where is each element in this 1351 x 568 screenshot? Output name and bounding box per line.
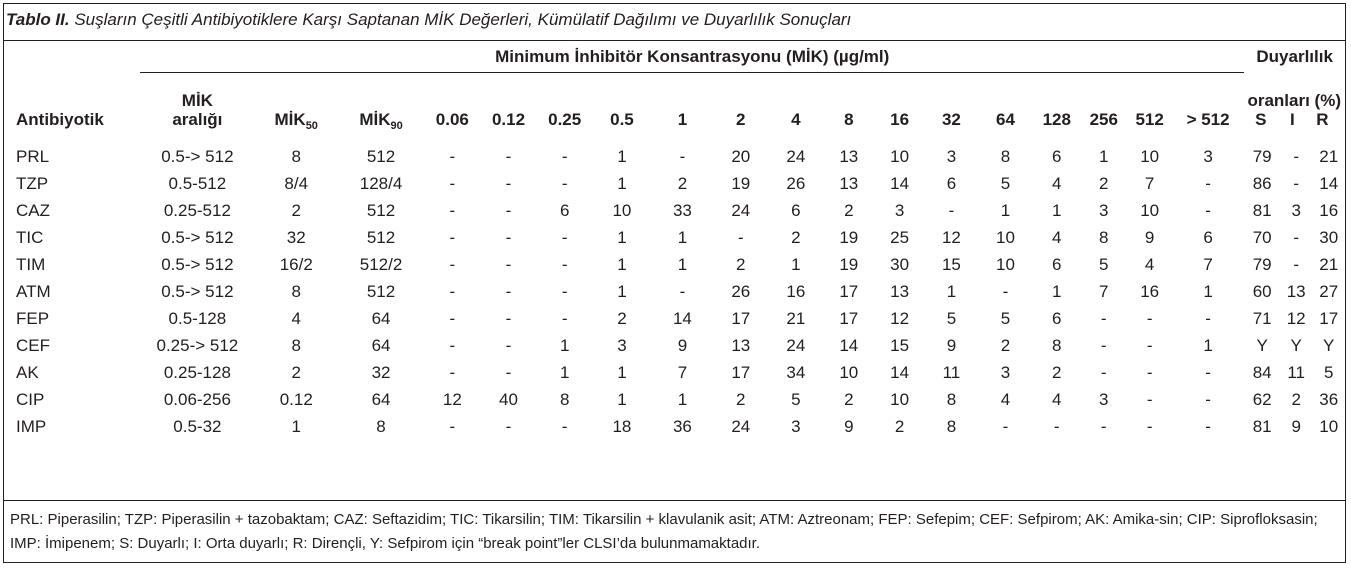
- cell-count: 33: [672, 200, 692, 220]
- col-r: R: [1316, 110, 1329, 129]
- col-mic50: [255, 73, 338, 140]
- cell-count: 4: [1052, 227, 1062, 247]
- cell-s: 79: [1252, 146, 1272, 166]
- cell-count: -: [561, 254, 568, 274]
- cell-mic-range: 0.25-> 512: [156, 335, 239, 355]
- cell-count: 1: [1052, 281, 1062, 301]
- cell-count: 14: [890, 362, 910, 382]
- cell-count: 1: [677, 227, 688, 247]
- cell-i: 11: [1287, 362, 1306, 382]
- cell-count: -: [679, 281, 686, 301]
- table-row: [4, 359, 1345, 386]
- cell-antibiotic: TIC: [16, 227, 44, 247]
- cell-mic50: 8: [291, 281, 301, 301]
- cell-count: -: [449, 362, 456, 382]
- cell-mic90: 512: [366, 146, 396, 166]
- cell-count: 4: [1144, 254, 1155, 274]
- cell-mic50: 2: [291, 200, 301, 220]
- cell-count: 10: [890, 146, 910, 166]
- cell-count: -: [737, 227, 744, 247]
- cell-count: -: [561, 281, 568, 301]
- cell-count: 1: [677, 254, 688, 274]
- cell-count: 19: [731, 173, 751, 193]
- cell-count: -: [1205, 173, 1211, 193]
- cell-count: 1: [617, 173, 627, 193]
- col-susceptibility-group: [1244, 73, 1345, 140]
- cell-count: 13: [839, 173, 859, 193]
- cell-count: 14: [672, 308, 692, 328]
- cell-count: 5: [1000, 173, 1011, 193]
- cell-count: 9: [946, 335, 957, 355]
- cell-i: -: [1293, 146, 1300, 166]
- table-footnote: PRL: Piperasilin; TZP: Piperasilin + tazobaktam; CAZ: Seftazidim; TIC: Tikarsilin; TIM: Tikarsilin + klavulanik asit; ATM: Aztreonam; FEP: Sefepim; CEF: Sefpirom; AK: Amika-sin; CIP: Siprofloksasin; IMP: İmipenem; S: Duyarlı; I: Orta duyarlı; R: Dirençli, Y: Sefpirom için “break point”ler CLSI’da bulunmamaktadır.: [10, 511, 1318, 552]
- cell-count: -: [1205, 200, 1211, 220]
- cell-count: -: [948, 200, 955, 220]
- cell-count: 34: [786, 362, 806, 382]
- col-concentration: 0.12: [491, 110, 526, 129]
- cell-count: -: [679, 146, 686, 166]
- cell-count: 2: [677, 173, 688, 193]
- cell-count: -: [1146, 335, 1153, 355]
- cell-count: 6: [559, 200, 570, 220]
- susceptibility-subtitle: oranları (%): [1247, 91, 1341, 110]
- cell-r: 36: [1319, 389, 1339, 409]
- cell-count: 9: [677, 335, 688, 355]
- cell-count: -: [1205, 416, 1211, 436]
- cell-count: -: [505, 416, 512, 436]
- cell-count: 2: [1099, 173, 1109, 193]
- table-row: [4, 197, 1345, 224]
- cell-antibiotic: TIM: [16, 254, 46, 274]
- cell-antibiotic: CIP: [16, 389, 45, 409]
- table-row: [4, 332, 1345, 359]
- col-concentration: 512: [1135, 110, 1164, 129]
- cell-count: 8: [946, 389, 957, 409]
- cell-count: 8: [1099, 227, 1109, 247]
- cell-count: 6: [1203, 227, 1213, 247]
- cell-count: 17: [731, 362, 751, 382]
- cell-count: -: [1100, 362, 1107, 382]
- cell-count: 6: [791, 200, 801, 220]
- cell-count: 10: [1140, 200, 1160, 220]
- col-concentration: 16: [890, 110, 910, 129]
- cell-antibiotic: ATM: [16, 281, 51, 301]
- cell-mic50: 4: [291, 308, 301, 328]
- cell-count: -: [505, 227, 512, 247]
- cell-count: 1: [1052, 200, 1062, 220]
- cell-count: 1: [791, 254, 801, 274]
- cell-count: 3: [894, 200, 905, 220]
- cell-count: -: [449, 254, 456, 274]
- cell-count: 1: [617, 281, 627, 301]
- cell-r: 16: [1319, 200, 1339, 220]
- cell-antibiotic: FEP: [16, 308, 50, 328]
- cell-count: 1: [559, 335, 570, 355]
- col-mic50-base: MİK: [274, 110, 306, 129]
- cell-count: 5: [946, 308, 957, 328]
- cell-count: -: [449, 146, 456, 166]
- cell-count: 8: [559, 389, 570, 409]
- cell-count: 2: [1000, 335, 1011, 355]
- cell-count: -: [1146, 308, 1153, 328]
- cell-r: 14: [1319, 173, 1339, 193]
- cell-antibiotic: CEF: [16, 335, 50, 355]
- table-row: [4, 278, 1345, 305]
- cell-count: 7: [677, 362, 688, 382]
- col-antibiotic: Antibiyotik: [16, 110, 104, 129]
- cell-count: 12: [890, 308, 910, 328]
- header-group-row: [4, 42, 1345, 73]
- cell-count: -: [1002, 281, 1009, 301]
- cell-count: 12: [941, 227, 961, 247]
- cell-count: 13: [890, 281, 910, 301]
- cell-s: 81: [1252, 416, 1272, 436]
- cell-count: -: [1205, 308, 1211, 328]
- cell-count: 7: [1203, 254, 1213, 274]
- cell-count: 17: [839, 308, 859, 328]
- cell-mic-range: 0.5-> 512: [161, 254, 234, 274]
- cell-count: 1: [617, 227, 627, 247]
- cell-antibiotic: IMP: [16, 416, 47, 436]
- cell-mic50: 32: [286, 227, 306, 247]
- cell-count: 10: [995, 227, 1015, 247]
- cell-i: 13: [1286, 281, 1306, 301]
- cell-count: 1: [677, 389, 688, 409]
- cell-count: 24: [786, 335, 806, 355]
- cell-count: 8: [946, 416, 957, 436]
- cell-count: 1: [617, 146, 627, 166]
- cell-mic90: 64: [371, 308, 391, 328]
- cell-count: 3: [1099, 200, 1109, 220]
- cell-count: -: [1053, 416, 1060, 436]
- cell-count: 16: [786, 281, 806, 301]
- cell-count: 19: [839, 254, 859, 274]
- cell-i: 3: [1291, 200, 1301, 220]
- table-caption: [6, 10, 851, 30]
- cell-count: 26: [786, 173, 806, 193]
- col-concentration: 0.06: [435, 110, 469, 129]
- cell-s: Y: [1256, 335, 1268, 355]
- cell-count: 12: [442, 389, 462, 409]
- cell-count: -: [561, 173, 568, 193]
- header-column-row: [4, 73, 1345, 140]
- col-mic90-base: MİK: [359, 110, 391, 129]
- cell-count: 6: [946, 173, 957, 193]
- cell-count: 2: [617, 308, 627, 328]
- cell-r: 30: [1319, 227, 1339, 247]
- cell-count: 30: [890, 254, 910, 274]
- cell-count: 40: [499, 389, 518, 409]
- col-s: S: [1255, 110, 1267, 129]
- cell-count: 6: [1052, 146, 1062, 166]
- cell-count: -: [449, 227, 456, 247]
- cell-mic50: 8: [291, 146, 301, 166]
- cell-count: 1: [1203, 335, 1213, 355]
- cell-s: 60: [1252, 281, 1272, 301]
- cell-i: 9: [1291, 416, 1301, 436]
- cell-i: 12: [1286, 308, 1306, 328]
- cell-count: 10: [612, 200, 632, 220]
- cell-r: 10: [1319, 416, 1339, 436]
- cell-count: -: [505, 362, 512, 382]
- cell-count: 36: [672, 416, 692, 436]
- cell-count: 16: [1140, 281, 1160, 301]
- cell-mic-range: 0.5-> 512: [161, 281, 234, 301]
- cell-count: -: [505, 335, 512, 355]
- cell-count: -: [505, 146, 512, 166]
- cell-count: -: [1146, 389, 1153, 409]
- cell-count: 2: [736, 254, 746, 274]
- cell-count: 2: [844, 389, 854, 409]
- cell-mic90: 512/2: [359, 254, 403, 274]
- cell-i: Y: [1290, 335, 1302, 355]
- table-row: [4, 251, 1345, 278]
- cell-count: -: [1100, 416, 1107, 436]
- cell-s: 86: [1252, 173, 1272, 193]
- mic-table: [4, 42, 1345, 440]
- cell-count: 24: [731, 200, 751, 220]
- cell-count: 7: [1144, 173, 1155, 193]
- cell-mic-range: 0.5-512: [168, 173, 227, 193]
- cell-mic50: 1: [291, 416, 301, 436]
- col-concentration: 256: [1089, 110, 1118, 129]
- cell-mic90: 64: [371, 335, 391, 355]
- cell-count: 11: [942, 362, 961, 382]
- cell-count: 2: [844, 200, 854, 220]
- cell-count: 17: [839, 281, 859, 301]
- cell-r: 5: [1323, 362, 1334, 382]
- cell-mic-range: 0.5-> 512: [161, 146, 234, 166]
- cell-count: 4: [1052, 173, 1062, 193]
- cell-mic90: 512: [366, 227, 396, 247]
- cell-count: 3: [617, 335, 627, 355]
- cell-r: 21: [1319, 254, 1339, 274]
- cell-count: -: [1205, 389, 1211, 409]
- cell-s: 62: [1252, 389, 1272, 409]
- cell-count: -: [449, 173, 456, 193]
- cell-r: Y: [1323, 335, 1335, 355]
- cell-count: 2: [894, 416, 905, 436]
- cell-count: 3: [1099, 389, 1109, 409]
- cell-count: -: [561, 308, 568, 328]
- col-concentration: 8: [844, 110, 854, 129]
- cell-count: 10: [839, 362, 859, 382]
- table-row: [4, 305, 1345, 332]
- col-concentration: 64: [995, 110, 1015, 129]
- cell-count: 1: [617, 254, 627, 274]
- cell-count: 1: [617, 362, 627, 382]
- cell-count: -: [505, 173, 512, 193]
- cell-count: -: [1205, 362, 1211, 382]
- cell-count: 6: [1052, 308, 1062, 328]
- cell-mic90: 128/4: [359, 173, 403, 193]
- cell-mic90: 512: [366, 281, 396, 301]
- cell-count: -: [449, 335, 456, 355]
- col-mic90-sub: 90: [390, 120, 403, 132]
- cell-r: 21: [1319, 146, 1339, 166]
- caption-label: Tablo II.: [6, 10, 70, 29]
- cell-mic90: 8: [376, 416, 386, 436]
- cell-mic-range: 0.5-> 512: [161, 227, 234, 247]
- cell-count: -: [505, 308, 512, 328]
- table-row: [4, 386, 1345, 413]
- cell-count: 3: [1203, 146, 1213, 166]
- table-row: [4, 224, 1345, 251]
- cell-count: 4: [1000, 389, 1011, 409]
- cell-count: 3: [1000, 362, 1011, 382]
- cell-count: 6: [1052, 254, 1062, 274]
- footnote-divider: [3, 500, 1346, 501]
- cell-count: 17: [731, 308, 751, 328]
- cell-count: 2: [791, 227, 801, 247]
- cell-mic-range: 0.5-32: [173, 416, 222, 436]
- cell-count: 10: [1140, 146, 1160, 166]
- cell-s: 70: [1252, 227, 1272, 247]
- cell-count: -: [449, 416, 456, 436]
- col-concentration: 4: [791, 110, 801, 129]
- cell-s: 71: [1252, 308, 1272, 328]
- cell-count: 13: [731, 335, 751, 355]
- cell-count: 3: [791, 416, 801, 436]
- col-concentration: > 512: [1186, 110, 1230, 129]
- cell-count: 15: [890, 335, 910, 355]
- cell-count: 3: [946, 146, 957, 166]
- cell-s: 79: [1252, 254, 1272, 274]
- cell-count: 15: [941, 254, 961, 274]
- table-row: [4, 139, 1345, 170]
- cell-count: 13: [839, 146, 859, 166]
- cell-count: -: [1146, 416, 1153, 436]
- cell-count: 9: [1144, 227, 1155, 247]
- mic-group-header: Minimum İnhibitör Konsantrasyonu (MİK) (µg/ml): [140, 42, 1244, 73]
- col-concentration: 2: [736, 110, 746, 129]
- cell-count: -: [561, 227, 568, 247]
- cell-count: 24: [731, 416, 751, 436]
- col-concentration: 32: [941, 110, 961, 129]
- col-concentration: 0.25: [548, 110, 582, 129]
- cell-count: 2: [736, 389, 746, 409]
- cell-count: 2: [1052, 362, 1062, 382]
- cell-count: 1: [1203, 281, 1213, 301]
- cell-count: -: [1100, 308, 1107, 328]
- cell-mic50: 16/2: [279, 254, 313, 274]
- cell-count: 25: [890, 227, 910, 247]
- cell-mic90: 64: [371, 389, 391, 409]
- cell-mic-range: 0.06-256: [163, 389, 231, 409]
- cell-count: 18: [612, 416, 632, 436]
- cell-count: 9: [844, 416, 854, 436]
- cell-count: 1: [559, 362, 570, 382]
- cell-count: -: [505, 254, 512, 274]
- cell-i: 2: [1291, 389, 1301, 409]
- cell-count: -: [561, 416, 568, 436]
- cell-mic90: 32: [371, 362, 391, 382]
- cell-antibiotic: PRL: [16, 146, 50, 166]
- cell-mic50: 2: [291, 362, 301, 382]
- cell-count: 10: [890, 389, 910, 409]
- cell-count: 4: [1052, 389, 1062, 409]
- cell-count: -: [505, 281, 512, 301]
- cell-count: -: [561, 146, 568, 166]
- cell-i: -: [1293, 173, 1300, 193]
- cell-count: 10: [995, 254, 1015, 274]
- col-concentration: 1: [677, 110, 688, 129]
- cell-count: 14: [890, 173, 910, 193]
- cell-count: 8: [1052, 335, 1062, 355]
- cell-r: 27: [1319, 281, 1339, 301]
- cell-mic50: 8: [291, 335, 301, 355]
- cell-count: 19: [839, 227, 859, 247]
- col-mic90: [338, 73, 424, 140]
- cell-mic-range: 0.25-128: [163, 362, 231, 382]
- col-mic50-sub: 50: [305, 120, 318, 132]
- cell-antibiotic: CAZ: [16, 200, 50, 220]
- cell-count: 24: [786, 146, 806, 166]
- cell-count: 7: [1099, 281, 1109, 301]
- col-i: I: [1289, 110, 1295, 129]
- cell-count: 1: [1099, 146, 1109, 166]
- table-row: [4, 413, 1345, 440]
- cell-mic50: 8/4: [284, 173, 309, 193]
- cell-count: 20: [731, 146, 751, 166]
- cell-count: 5: [791, 389, 801, 409]
- cell-count: 14: [839, 335, 859, 355]
- cell-count: -: [449, 200, 456, 220]
- cell-count: 21: [786, 308, 806, 328]
- cell-count: -: [449, 308, 456, 328]
- cell-count: 1: [617, 389, 627, 409]
- cell-antibiotic: AK: [16, 362, 39, 382]
- cell-count: -: [505, 200, 512, 220]
- cell-s: 84: [1252, 362, 1272, 382]
- col-mic-range: [140, 73, 255, 140]
- cell-count: 5: [1099, 254, 1109, 274]
- cell-mic-range: 0.25-512: [163, 200, 231, 220]
- cell-s: 81: [1252, 200, 1272, 220]
- caption-divider: [3, 40, 1346, 41]
- col-mic-range-line1: MİK: [181, 91, 213, 110]
- caption-text: Suşların Çeşitli Antibiyotiklere Karşı Saptanan MİK Değerleri, Kümülatif Dağılımı ve Duyarlılık Sonuçları: [69, 10, 852, 29]
- susceptibility-group-header: Duyarlılık: [1256, 47, 1333, 67]
- cell-mic90: 512: [366, 200, 396, 220]
- cell-i: -: [1293, 254, 1300, 274]
- cell-count: 8: [1000, 146, 1011, 166]
- cell-count: 26: [731, 281, 751, 301]
- cell-count: 1: [946, 281, 957, 301]
- cell-count: 5: [1000, 308, 1011, 328]
- table-row: [4, 170, 1345, 197]
- col-mic-range-line2: aralığı: [172, 110, 223, 129]
- cell-i: -: [1293, 227, 1300, 247]
- cell-count: -: [1146, 362, 1153, 382]
- cell-mic-range: 0.5-128: [168, 308, 227, 328]
- cell-mic50: 0.12: [279, 389, 313, 409]
- cell-r: 17: [1319, 308, 1339, 328]
- cell-count: -: [1002, 416, 1009, 436]
- cell-count: 1: [1000, 200, 1011, 220]
- cell-count: -: [1100, 335, 1107, 355]
- cell-count: -: [449, 281, 456, 301]
- col-concentration: 128: [1042, 110, 1071, 129]
- cell-antibiotic: TZP: [16, 173, 49, 193]
- col-concentration: 0.5: [610, 110, 634, 129]
